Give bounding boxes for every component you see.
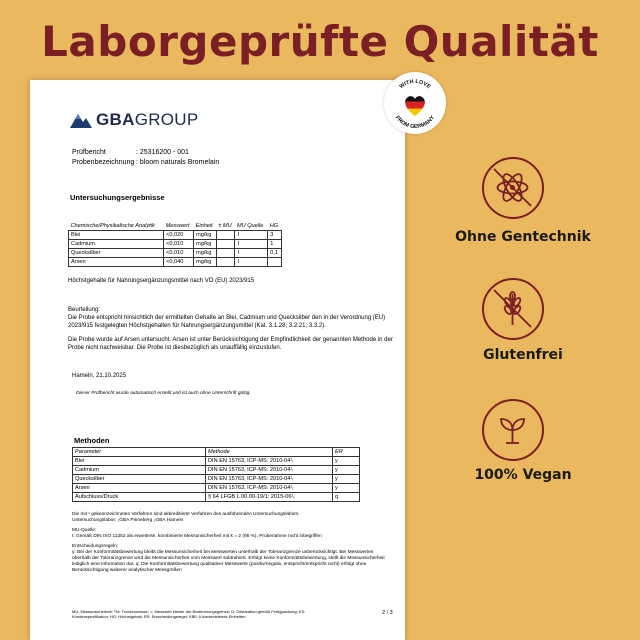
meta-value: : 25316200 - 001	[136, 149, 189, 156]
feature-icon-ring	[482, 157, 544, 219]
table-cell: mg/kg	[194, 240, 217, 249]
mu-title: MU-Quelle:	[72, 528, 97, 533]
table-row	[69, 231, 282, 240]
results-header: Messwert	[165, 223, 190, 229]
table-row	[73, 466, 360, 475]
table-cell: Arsen	[69, 258, 164, 267]
rules-title: Entscheidungsregeln:	[72, 544, 119, 549]
table-cell: Quecksilber	[69, 249, 164, 258]
table-cell: q	[333, 493, 360, 502]
hg-note: Höchstgehalte für Nahrungsergänzungsmittel nach VO (EU) 2023/915	[68, 278, 255, 284]
table-cell: Blei	[69, 231, 164, 240]
badge-top-text: WITH LOVE	[398, 78, 432, 91]
table-cell: y	[333, 457, 360, 466]
methods-header: Methode	[206, 448, 333, 457]
table-cell: I	[235, 249, 268, 258]
rules-text: y: Bei der Konformitätsbewertung bleibt die Messunsicherheit bei Messwerten unterhalb der Toleranzgrenze unberücksichtigt. Bei Messwerten oberhalb der Toleranzgrenze wird die Messunsicherheit vom Messwert subtrahiert. Erfolgt keine Konformitätsbewertung, stellt die Messunsicherheit lediglich eine Information dar. q: Die Konformitätsbewertung qualitativer Messwerte (positiv/negativ, entspricht/entspricht nicht) erfolgt ohne Berücksichtigung weiterer analytischer Messgrößen	[72, 550, 385, 573]
svg-text:FROM GERMANY	[394, 115, 436, 130]
table-cell	[216, 240, 235, 249]
logo-regular: GROUP	[134, 110, 199, 129]
table-cell: Arsen	[73, 484, 206, 493]
table-cell: I	[235, 231, 268, 240]
results-header-row	[69, 222, 282, 231]
table-cell: <0,020	[164, 231, 194, 240]
table-cell: <0,010	[164, 240, 194, 249]
feature-label: 100% Vegan	[474, 467, 572, 483]
meta-row	[72, 148, 219, 158]
table-row	[73, 475, 360, 484]
table-cell: y	[333, 466, 360, 475]
table-cell: <0,040	[164, 258, 194, 267]
table-cell: § 64 LFGB L 00.00-19/1: 2015-06¹₍	[206, 493, 333, 502]
table-cell: DIN EN 15763, ICP-MS: 2010-04¹₍	[206, 475, 333, 484]
table-cell: Blei	[73, 457, 206, 466]
results-table	[68, 222, 282, 267]
accredited-note: Die mit ¹ gekennzeichneten Verfahren sind akkreditierte Verfahren des ausführenden Untersuchungslabors.	[72, 512, 300, 517]
badge-bottom-text: FROM GERMANY	[393, 114, 437, 131]
table-cell: 0,1	[268, 249, 282, 258]
german-heart-icon	[402, 94, 428, 117]
results-header: Einheit	[195, 223, 213, 229]
table-cell	[216, 231, 235, 240]
table-cell	[216, 258, 235, 267]
table-row	[73, 493, 360, 502]
results-header: ± MU	[218, 223, 232, 229]
methods-header: ER	[333, 448, 360, 457]
assessment-paragraph: Die Probe wurde auf Arsen untersucht. Arsen ist unter Berücksichtigung der Empfindlichkeit der genannten Methode in der Probe nicht nachweisbar. Die Probe ist diesbezüglich als unauffällig einzustufen.	[68, 337, 393, 351]
table-cell: mg/kg	[194, 249, 217, 258]
feature-label: Glutenfrei	[483, 347, 563, 363]
table-cell: mg/kg	[194, 258, 217, 267]
gba-mountain-icon	[70, 112, 92, 128]
table-row	[73, 484, 360, 493]
assessment	[68, 306, 398, 352]
feature-label: Ohne Gentechnik	[455, 229, 591, 245]
table-cell: I	[235, 258, 268, 267]
table-cell	[216, 249, 235, 258]
table-cell: Cadmium	[73, 466, 206, 475]
table-cell: I	[235, 240, 268, 249]
methods-header-row	[73, 448, 360, 457]
table-cell: 1	[268, 240, 282, 249]
table-row	[69, 249, 282, 258]
methods-table	[72, 447, 360, 502]
results-title: Untersuchungsergebnisse	[70, 193, 165, 202]
results-header: HG	[269, 223, 279, 229]
methods-header: Parameter	[73, 448, 206, 457]
labs-note: Untersuchungslabor: ₁GBA Pinneberg ₂GBA Hameln	[72, 518, 184, 523]
table-cell: y	[333, 484, 360, 493]
badge-graphic	[384, 72, 446, 134]
table-cell	[268, 258, 282, 267]
gba-group-logo	[70, 110, 199, 130]
meta-value: : bloom naturals Bromelain	[136, 159, 220, 166]
methods-title: Methoden	[74, 436, 110, 445]
table-cell: Aufschluss/Druck	[73, 493, 206, 502]
page-headline: Laborgeprüfte Qualität	[41, 17, 599, 66]
svg-text:WITH LOVE	[399, 79, 432, 90]
logo-bold: GBA	[96, 110, 135, 129]
table-row	[69, 258, 282, 267]
mu-text: I: Gemäß DIN ISO 11352 als erweiterte, kombinierte Messunsicherheit mit k = 2 (95 %), Probenahme nicht inbegriffen	[72, 534, 322, 539]
table-cell: mg/kg	[194, 231, 217, 240]
meta-key: Probenbezeichnung	[72, 159, 135, 166]
table-row	[69, 240, 282, 249]
assessment-title: Beurteilung:	[68, 307, 101, 313]
page-number: 2 / 3	[382, 610, 393, 616]
auto-note: Dieser Prüfbericht wurde automatisch erstellt und ist auch ohne Unterschrift gültig.	[76, 391, 251, 396]
table-cell: DIN EN 15763, ICP-MS: 2010-04¹₍	[206, 466, 333, 475]
feature-icon-ring	[482, 399, 544, 461]
results-header: Chemische/Physikalische Analytik	[70, 223, 155, 229]
meta-row	[72, 158, 219, 168]
made-in-germany-badge	[384, 72, 446, 134]
method-notes	[72, 512, 392, 574]
meta-key: Prüfbericht	[72, 149, 106, 156]
table-cell: <0,010	[164, 249, 194, 258]
table-cell: y	[333, 475, 360, 484]
table-cell: DIN EN 15763, ICP-MS: 2010-04¹₍	[206, 457, 333, 466]
place-date: Hameln, 21.10.2025	[72, 373, 127, 379]
table-cell: Cadmium	[69, 240, 164, 249]
table-row	[73, 457, 360, 466]
wheat-icon	[484, 280, 541, 337]
assessment-paragraph: Die Probe entspricht hinsichtlich der ermittelten Gehalte an Blei, Cadmium und Quecksilber den in der Verordnung (EU) 2023/915 festgelegten Höchstgehalten für Nahrungsergänzungsmittel (Kat. 3.1.28; 3.2.21; 3.3.2).	[68, 315, 386, 329]
plant-icon	[484, 401, 541, 458]
table-cell: 3	[268, 231, 282, 240]
report-footer: MU: Messunsicherheit; TM: Trockenmasse; <: Messwert kleiner der Bestimmungsgrenze; D: Deklaration gemäß Fertigpackung; KS: Kundenspezifikation; HG: Höchstgehalt; ER: Entscheidungsregel; KBE: Koloniebildende Einheiten	[72, 609, 306, 619]
report-meta	[72, 148, 219, 168]
atom-icon	[484, 159, 541, 216]
results-header: MU Quelle	[236, 223, 264, 229]
table-cell: Quecksilber	[73, 475, 206, 484]
table-cell: DIN EN 15763, ICP-MS: 2010-04¹₍	[206, 484, 333, 493]
feature-icon-ring	[482, 278, 544, 340]
